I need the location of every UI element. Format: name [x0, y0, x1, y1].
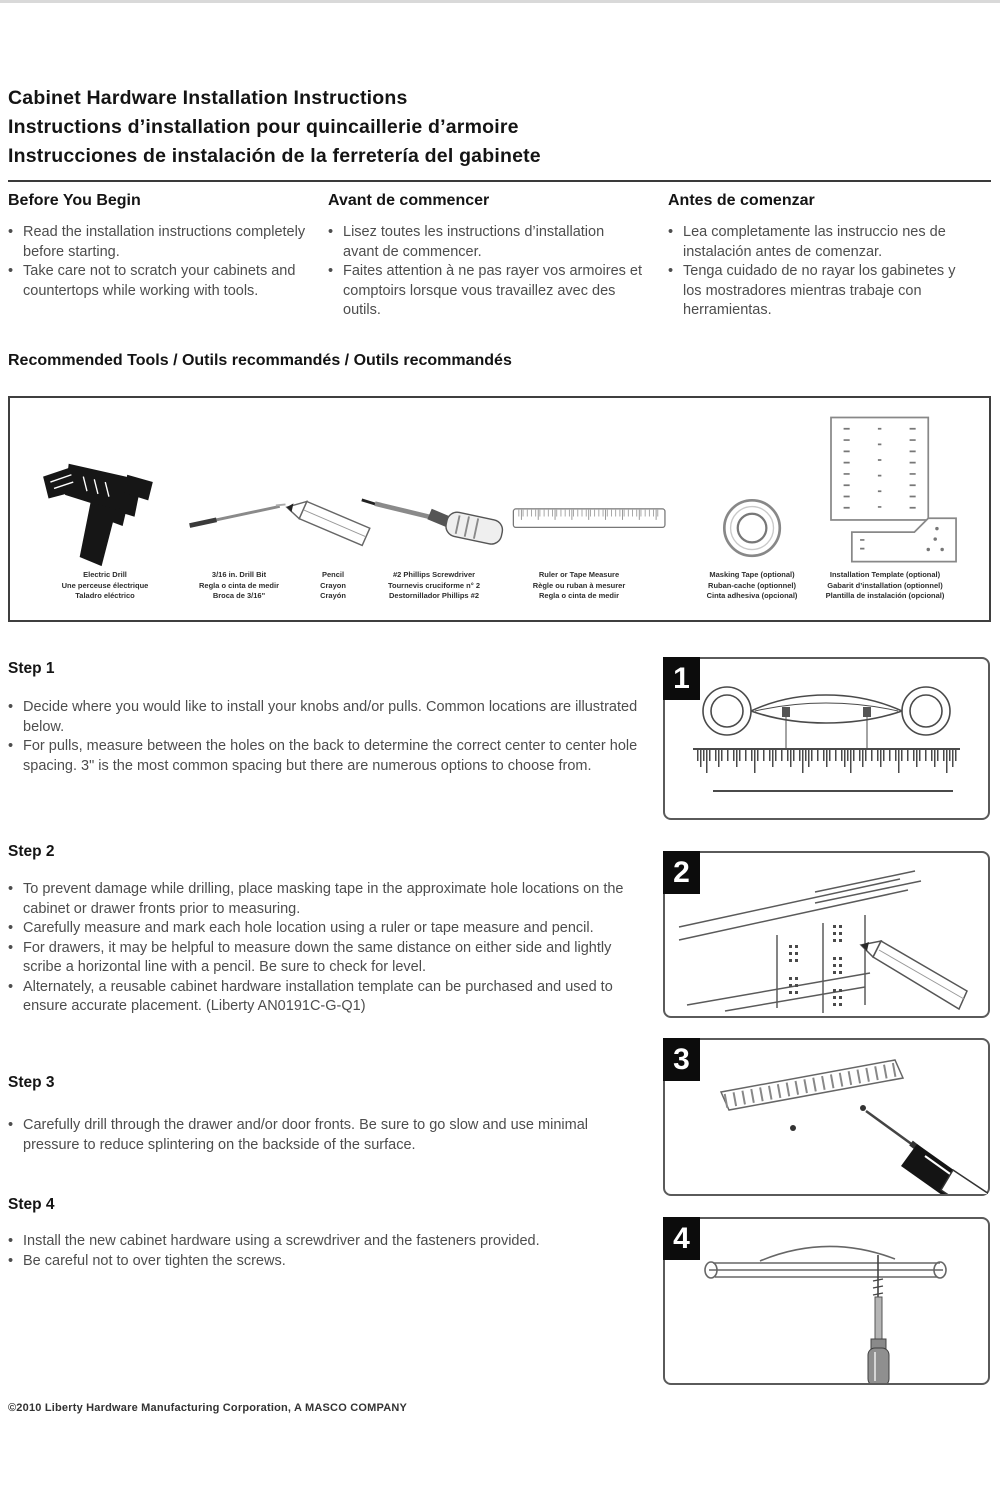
bullet-item: • To prevent damage while drilling, place masking tape in the approximate hole locations on the cabinet or drawer fronts prior to measuring. [8, 880, 646, 919]
bullet-item: • Decide where you would like to install your knobs and/or pulls. Common locations are illustrated below. [8, 698, 646, 737]
bullet-item: • Be careful not to over tighten the screws. [8, 1252, 646, 1272]
step-1-bullets [8, 698, 646, 776]
screwdriver-icon [358, 482, 518, 562]
tool-caption: Electric Drill Une perceuse électrique Taladro eléctrico [61, 570, 149, 600]
ruler-icon [510, 500, 670, 538]
step-2-bullets [8, 880, 646, 1017]
before-you-begin-column-english [8, 192, 308, 301]
title-line-english: Cabinet Hardware Installation Instructions [8, 87, 408, 109]
title-divider [8, 180, 991, 182]
bullet-item: • Take care not to scratch your cabinets and countertops while working with tools. [8, 262, 308, 301]
template-icon [798, 414, 963, 566]
tool-caption: Pencil Crayon Crayón [320, 570, 346, 600]
tool-caption: Masking Tape (optional) Ruban-cache (optionnel) Cinta adhesiva (opcional) [706, 570, 798, 600]
step-1-badge: 1 [663, 657, 700, 700]
marking-holes-illustration [665, 853, 988, 1016]
tool-caption: Ruler or Tape Measure Règle ou ruban à mesurer Regla o cinta de medir [532, 570, 626, 600]
bullet-item: • Faites attention à ne pas rayer vos armoires et comptoirs lorsque vous travaillez avec des outils. [328, 262, 643, 321]
tool-caption: Installation Template (optional) Gabarit d’installation (optionnel) Plantilla de instalación (opcional) [825, 570, 945, 600]
figure-step-4 [663, 1217, 990, 1385]
column-heading: Before You Begin [8, 192, 141, 209]
step-3-heading: Step 3 [8, 1074, 55, 1091]
bullet-item: • Carefully drill through the drawer and/or door fronts. Be sure to go slow and use minimal pressure to reduce splintering on the backside of the surface. [8, 1116, 646, 1155]
figure-step-3 [663, 1038, 990, 1196]
scan-edge [0, 0, 1000, 3]
bullet-item: • Alternately, a reusable cabinet hardware installation template can be purchased and used to ensure accurate placement. (Liberty AN0191C-G-Q1) [8, 978, 646, 1017]
figure-step-1 [663, 657, 990, 820]
column-heading: Avant de commencer [328, 192, 490, 209]
tool-caption: #2 Phillips Screwdriver Tournevis cruciforme n° 2 Destornillador Phillips #2 [387, 570, 481, 600]
bullet-item: • Read the installation instructions completely before starting. [8, 223, 308, 262]
before-you-begin-column-spanish [668, 192, 978, 321]
step-3-bullets [8, 1116, 646, 1155]
tools-box [8, 396, 991, 622]
drill-icon [38, 440, 178, 568]
title-line-spanish: Instrucciones de instalación de la ferretería del gabinete [8, 145, 541, 167]
step-4-badge: 4 [663, 1217, 700, 1260]
pull-over-ruler-illustration [665, 659, 988, 818]
bullet-item: • Tenga cuidado de no rayar los gabinetes y los mostradores mientras trabaje con herramientas. [668, 262, 978, 321]
bullet-item: • Lisez toutes les instructions d’installation avant de commencer. [328, 223, 643, 262]
step-4-heading: Step 4 [8, 1196, 55, 1213]
drill-bit-icon [182, 490, 297, 540]
column-heading: Antes de comenzar [668, 192, 815, 209]
drilling-illustration [665, 1040, 988, 1194]
bullet-item: • Install the new cabinet hardware using a screwdriver and the fasteners provided. [8, 1232, 646, 1252]
tools-heading: Recommended Tools / Outils recommandés / Outils recommandés [8, 352, 512, 369]
masking-tape-icon [710, 486, 795, 571]
bullet-item: • Carefully measure and mark each hole location using a ruler or tape measure and pencil. [8, 919, 646, 939]
step-4-bullets [8, 1232, 646, 1271]
title-line-french: Instructions d’installation pour quincaillerie d’armoire [8, 116, 519, 138]
tool-caption: 3/16 in. Drill Bit Regla o cinta de medir Broca de 3/16" [198, 570, 280, 600]
bullet-item: • For pulls, measure between the holes on the back to determine the correct center to center hole spacing. 3" is the most common spacing but there are numerous options to choose from. [8, 737, 646, 776]
screwdriver-install-illustration [665, 1219, 988, 1383]
copyright-notice: ©2010 Liberty Hardware Manufacturing Corporation, A MASCO COMPANY [8, 1402, 408, 1414]
bullet-item: • For drawers, it may be helpful to measure down the same distance on either side and lightly scribe a horizontal line with a pencil. Be sure to check for level. [8, 939, 646, 978]
step-1-heading: Step 1 [8, 660, 55, 677]
figure-step-2 [663, 851, 990, 1018]
bullet-item: • Lea completamente las instruccio nes de instalación antes de comenzar. [668, 223, 978, 262]
step-3-badge: 3 [663, 1038, 700, 1081]
before-you-begin-column-french [328, 192, 643, 321]
step-2-heading: Step 2 [8, 843, 55, 860]
page-title [8, 84, 541, 171]
step-2-badge: 2 [663, 851, 700, 894]
